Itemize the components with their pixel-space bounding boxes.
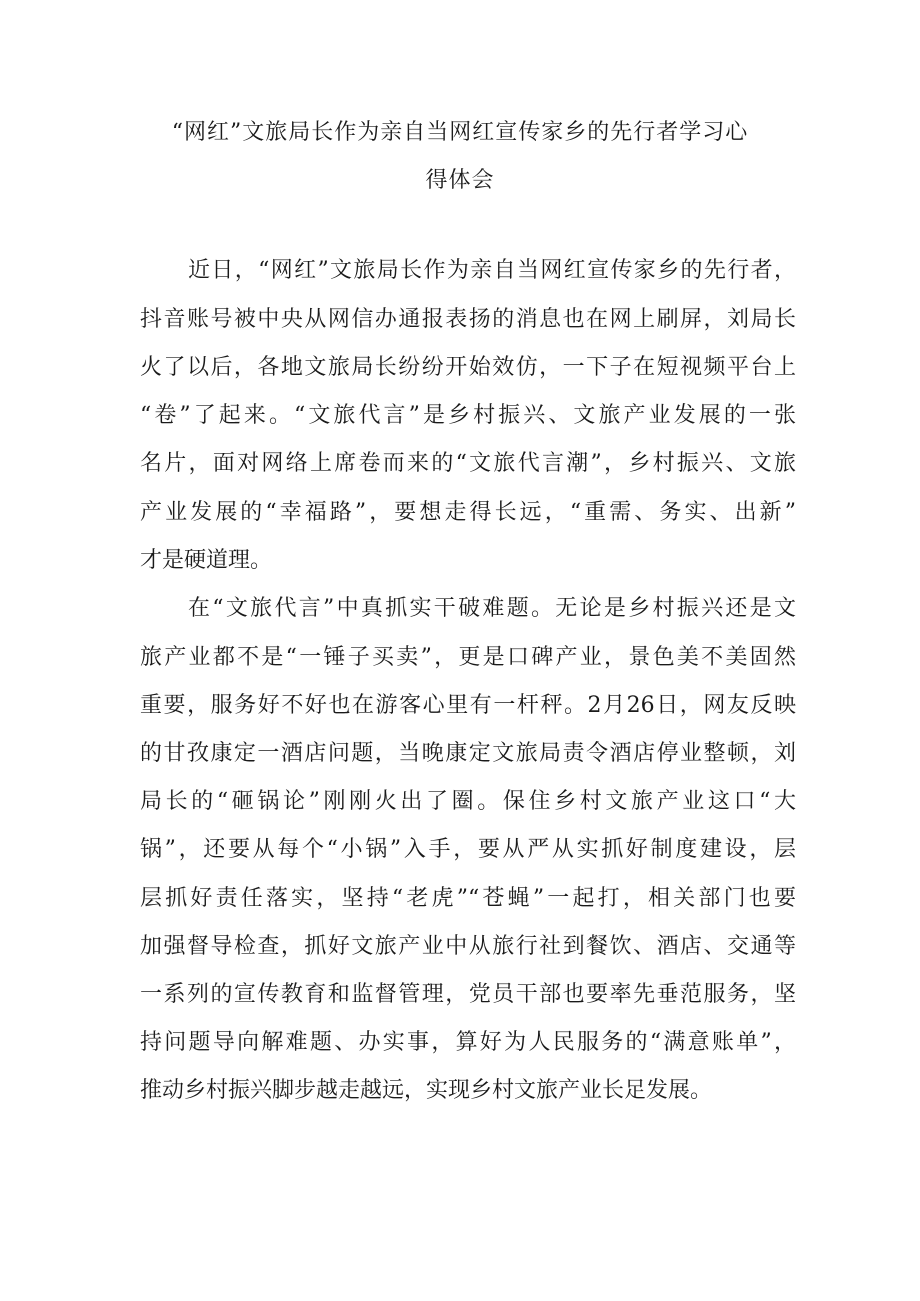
paragraph-2-line-1: 在“文旅代言”中真抓实干破难题。无论是乡村振兴还是文 — [188, 596, 796, 621]
paragraph-2-line-11: 推动乡村振兴脚步越走越远，实现乡村文旅产业长足发展。 — [140, 1078, 713, 1103]
document-title-line-2: 得体会 — [425, 168, 495, 193]
paragraph-2-line-10: 持问题导向解难题、办实事，算好为人民服务的“满意账单”， — [140, 1030, 796, 1055]
paragraph-1-line-4: “卷”了起来。“文旅代言”是乡村振兴、文旅产业发展的一张 — [140, 403, 796, 428]
paragraph-2-line-3: 重要，服务好不好也在游客心里有一杆秤。2月26日，网友反映 — [140, 693, 796, 718]
paragraph-2-line-8: 加强督导检查，抓好文旅产业中从旅行社到餐饮、酒店、交通等 — [140, 934, 796, 959]
paragraph-1-line-7: 才是硬道理。 — [140, 548, 273, 573]
paragraph-2-line-2: 旅产业都不是“一锤子买卖”，更是口碑产业，景色美不美固然 — [140, 645, 796, 670]
paragraph-2-line-9: 一系列的宣传教育和监督管理，党员干部也要率先垂范服务，坚 — [140, 982, 796, 1007]
paragraph-2-line-6: 锅”，还要从每个“小锅”入手，要从严从实抓好制度建设，层 — [140, 837, 796, 862]
paragraph-1-line-2: 抖音账号被中央从网信办通报表扬的消息也在网上刷屏，刘局长 — [140, 307, 796, 332]
paragraph-2-line-4: 的甘孜康定一酒店问题，当晚康定文旅局责令酒店停业整顿，刘 — [140, 741, 796, 766]
paragraph-2-line-7: 层抓好责任落实，坚持“老虎”“苍蝇”一起打，相关部门也要 — [140, 886, 796, 911]
document-title-line-1: “网红”文旅局长作为亲自当网红宣传家乡的先行者学习心 — [171, 120, 749, 145]
paragraph-1-line-1: 近日，“网红”文旅局长作为亲自当网红宣传家乡的先行者， — [188, 258, 796, 283]
paragraph-1-line-5: 名片，面对网络上席卷而来的“文旅代言潮”，乡村振兴、文旅 — [140, 451, 796, 476]
paragraph-2-line-5: 局长的“砸锅论”刚刚火出了圈。保住乡村文旅产业这口“大 — [140, 789, 796, 814]
paragraph-1-line-6: 产业发展的“幸福路”，要想走得长远，“重需、务实、出新” — [140, 500, 796, 525]
paragraph-1-line-3: 火了以后，各地文旅局长纷纷开始效仿，一下子在短视频平台上 — [140, 355, 796, 380]
